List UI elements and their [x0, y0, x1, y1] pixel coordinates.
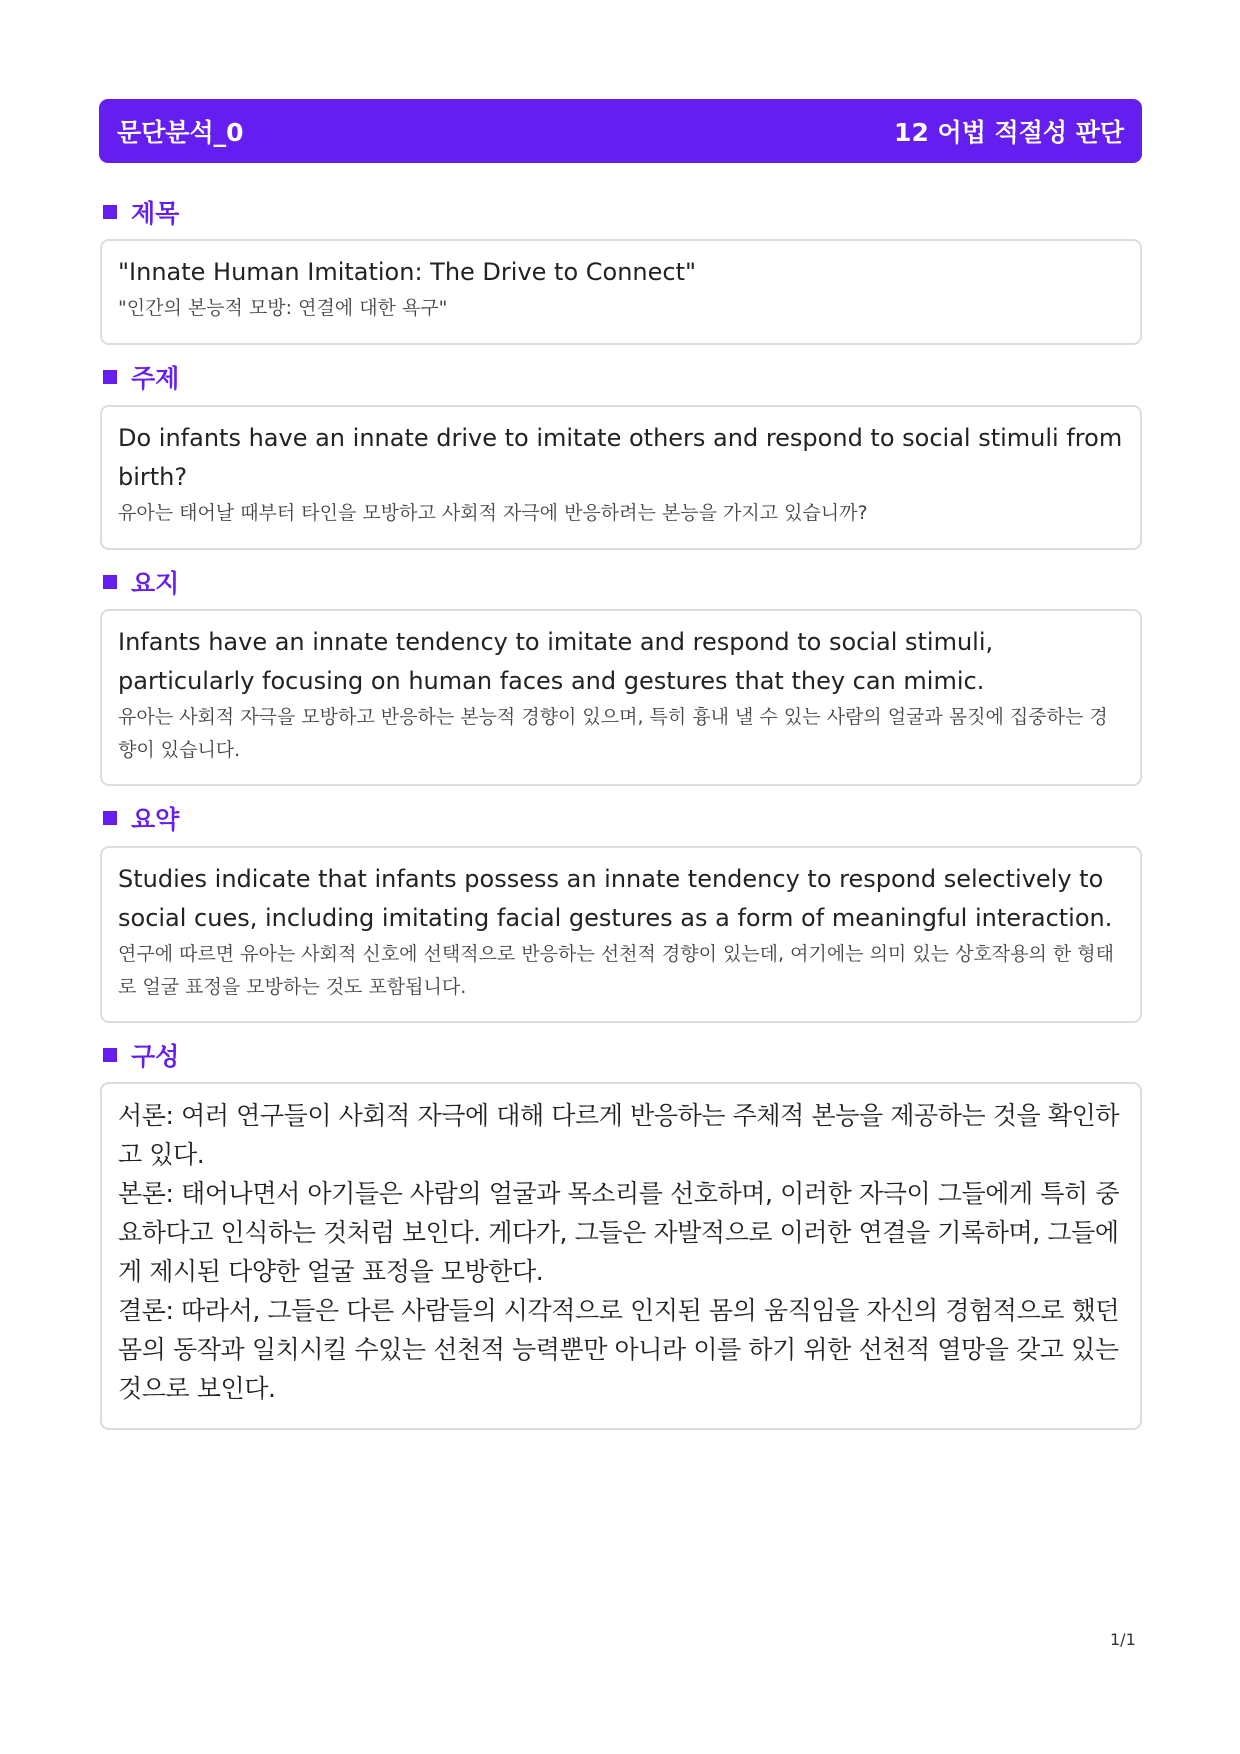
- title-box: [100, 239, 1142, 345]
- title-korean: "인간의 본능적 모방: 연결에 대한 욕구": [118, 297, 448, 319]
- square-bullet-icon: [103, 1048, 117, 1062]
- gist-korean: 유아는 사회적 자극을 모방하고 반응하는 본능적 경향이 있으며, 특히 흉내 낼 수 있는 사람의 얼굴과 몸짓에 집중하는 경향이 있습니다.: [118, 706, 1108, 761]
- topic-korean: 유아는 태어날 때부터 타인을 모방하고 사회적 자극에 반응하려는 본능을 가지고 있습니까?: [118, 502, 868, 524]
- section-heading-label: 주제: [131, 364, 180, 393]
- structure-conclusion: 결론: 따라서, 그들은 다른 사람들의 시각적으로 인지된 몸의 움직임을 자신의 경험적으로 했던 몸의 동작과 일치시킬 수있는 선천적 능력뿐만 아니라 이를 하기 위한 선천적 열망을 갖고 있는 것으로 보인다.: [118, 1296, 1120, 1403]
- structure-intro: 서론: 여러 연구들이 사회적 자극에 대해 다르게 반응하는 주체적 본능을 제공하는 것을 확인하고 있다.: [118, 1101, 1120, 1169]
- structure-body: 본론: 태어나면서 아기들은 사람의 얼굴과 목소리를 선호하며, 이러한 자극이 그들에게 특히 중요하다고 인식하는 것처럼 보인다. 게다가, 그들은 자발적으로 이러한 연결을 기록하며, 그들에게 제시된 다양한 얼굴 표정을 모방한다.: [118, 1179, 1120, 1286]
- square-bullet-icon: [103, 205, 117, 219]
- structure-box: [100, 1082, 1142, 1430]
- section-heading-label: 요약: [131, 805, 180, 834]
- summary-english: Studies indicate that infants possess an innate tendency to respond selectively to social cues, including imitating facial gestures as a form of meaningful interaction.: [118, 865, 1113, 932]
- square-bullet-icon: [103, 811, 117, 825]
- section-heading-label: 제목: [131, 199, 180, 228]
- summary-korean: 연구에 따르면 유아는 사회적 신호에 선택적으로 반응하는 선천적 경향이 있는데, 여기에는 의미 있는 상호작용의 한 형태로 얼굴 표정을 모방하는 것도 포함됩니다.: [118, 943, 1114, 998]
- square-bullet-icon: [103, 575, 117, 589]
- section-heading-label: 요지: [131, 569, 180, 598]
- topic-box: [100, 405, 1142, 550]
- section-heading-summary: [103, 800, 179, 836]
- gist-box: [100, 609, 1142, 786]
- header-bar: [99, 99, 1142, 163]
- document-title: 문단분석_0: [117, 118, 244, 147]
- question-type: 12 어법 적절성 판단: [894, 118, 1124, 147]
- page-number: 1/1: [1110, 1630, 1136, 1649]
- section-heading-gist: [103, 564, 179, 600]
- section-heading-title: [103, 194, 179, 230]
- section-heading-label: 구성: [131, 1042, 180, 1071]
- gist-english: Infants have an innate tendency to imitate and respond to social stimuli, particularly focusing on human faces and gestures that they can mimic.: [118, 628, 994, 695]
- title-english: "Innate Human Imitation: The Drive to Connect": [118, 258, 697, 286]
- summary-box: [100, 846, 1142, 1023]
- topic-english: Do infants have an innate drive to imitate others and respond to social stimuli from birth?: [118, 424, 1123, 491]
- section-heading-topic: [103, 359, 179, 395]
- square-bullet-icon: [103, 370, 117, 384]
- section-heading-structure: [103, 1037, 179, 1073]
